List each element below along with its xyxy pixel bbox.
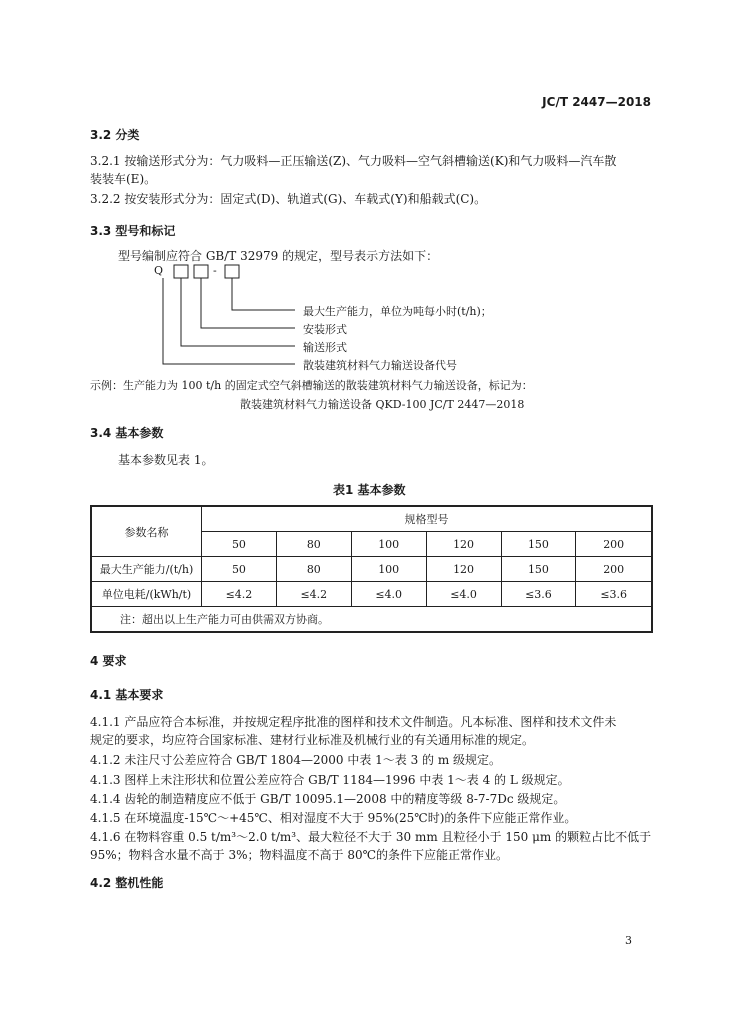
value-cell: ≤4.2 [276,582,351,607]
page-number: 3 [625,934,632,947]
spec-cell: 200 [576,532,652,557]
value-cell: ≤4.0 [351,582,426,607]
spec-cell: 50 [202,532,277,557]
table-note: 注：超出以上生产能力可由供需双方协商。 [91,607,652,633]
para-4-1-2: 4.1.2 未注尺寸公差应符合 GB/T 1804—2000 中表 1～表 3 的 m 级规定。 [90,753,502,767]
para-4-1-1-line2: 规定的要求，均应符合国家标准、建材行业标准及机械行业的有关通用标准的规定。 [90,733,535,747]
row-name-cell: 最大生产能力/(t/h) [91,557,202,582]
value-cell: 120 [426,557,501,582]
value-cell: 100 [351,557,426,582]
section-3-3-heading: 3.3 型号和标记 [90,224,176,238]
example-line-1: 示例：生产能力为 100 t/h 的固定式空气斜槽输送的散装建筑材料气力输送设备，标记为： [90,379,533,392]
value-cell: 50 [202,557,277,582]
example-line-2: 散装建筑材料气力输送设备 QKD-100 JC/T 2447—2018 [240,398,525,411]
param-name-header: 参数名称 [91,506,202,557]
para-4-1-6-line1: 4.1.6 在物料容重 0.5 t/m³～2.0 t/m³、最大粒径不大于 30 mm 且粒径小于 150 μm 的颗粒占比不低于 [90,830,652,844]
spec-model-header: 规格型号 [202,506,653,532]
model-code-dash: - [213,264,217,277]
para-4-1-1-line1: 4.1.1 产品应符合本标准，并按规定程序批准的图样和技术文件制造。凡本标准、图样和技术文件未 [90,715,617,729]
model-code-diagram [150,262,510,372]
label-equipment-code: 散装建筑材料气力输送设备代号 [303,359,457,372]
basic-params-intro: 基本参数见表 1。 [118,453,214,467]
table-row [91,582,652,607]
spec-cell: 150 [501,532,576,557]
para-4-1-4: 4.1.4 齿轮的制造精度应不低于 GB/T 10095.1—2008 中的精度等级 8-7-7Dc 级规定。 [90,792,566,806]
label-convey-form: 输送形式 [303,341,347,354]
label-install-form: 安装形式 [303,323,347,336]
spec-cell: 120 [426,532,501,557]
value-cell: ≤4.0 [426,582,501,607]
value-cell: ≤3.6 [576,582,652,607]
table-header-row [91,506,652,532]
basic-parameters-table [90,505,653,633]
table-note-row [91,607,652,633]
para-4-1-5: 4.1.5 在环境温度-15℃～+45℃、相对湿度不大于 95%(25℃时)的条件下应能正常作业。 [90,811,577,825]
para-3-2-1-line2: 装装车(E)。 [90,172,157,186]
para-4-1-6-line2: 95%；物料含水量不高于 3%；物料温度不高于 80℃的条件下应能正常作业。 [90,848,509,862]
label-max-capacity: 最大生产能力，单位为吨每小时(t/h)； [303,305,492,318]
section-4-1-heading: 4.1 基本要求 [90,688,164,702]
row-name-cell: 单位电耗/(kWh/t) [91,582,202,607]
table-caption: 表1 基本参数 [333,483,406,497]
standard-code-header: JC/T 2447—2018 [542,95,651,109]
section-4-heading: 4 要求 [90,654,127,668]
model-code-prefix: Q [154,264,164,277]
table-row [91,557,652,582]
para-3-2-1-line1: 3.2.1 按输送形式分为：气力吸料—正压输送(Z)、气力吸料—空气斜槽输送(K)和气力吸料—汽车散 [90,154,617,168]
value-cell: ≤3.6 [501,582,576,607]
section-3-4-heading: 3.4 基本参数 [90,426,164,440]
section-3-2-heading: 3.2 分类 [90,128,140,142]
value-cell: 200 [576,557,652,582]
para-3-2-2: 3.2.2 按安装形式分为：固定式(D)、轨道式(G)、车载式(Y)和船载式(C)。 [90,192,487,206]
value-cell: 150 [501,557,576,582]
para-4-1-3: 4.1.3 图样上未注形状和位置公差应符合 GB/T 1184—1996 中表 1～表 4 的 L 级规定。 [90,773,570,787]
value-cell: ≤4.2 [202,582,277,607]
spec-cell: 100 [351,532,426,557]
value-cell: 80 [276,557,351,582]
model-intro-text: 型号编制应符合 GB/T 32979 的规定，型号表示方法如下： [118,249,439,263]
section-4-2-heading: 4.2 整机性能 [90,876,164,890]
spec-cell: 80 [276,532,351,557]
